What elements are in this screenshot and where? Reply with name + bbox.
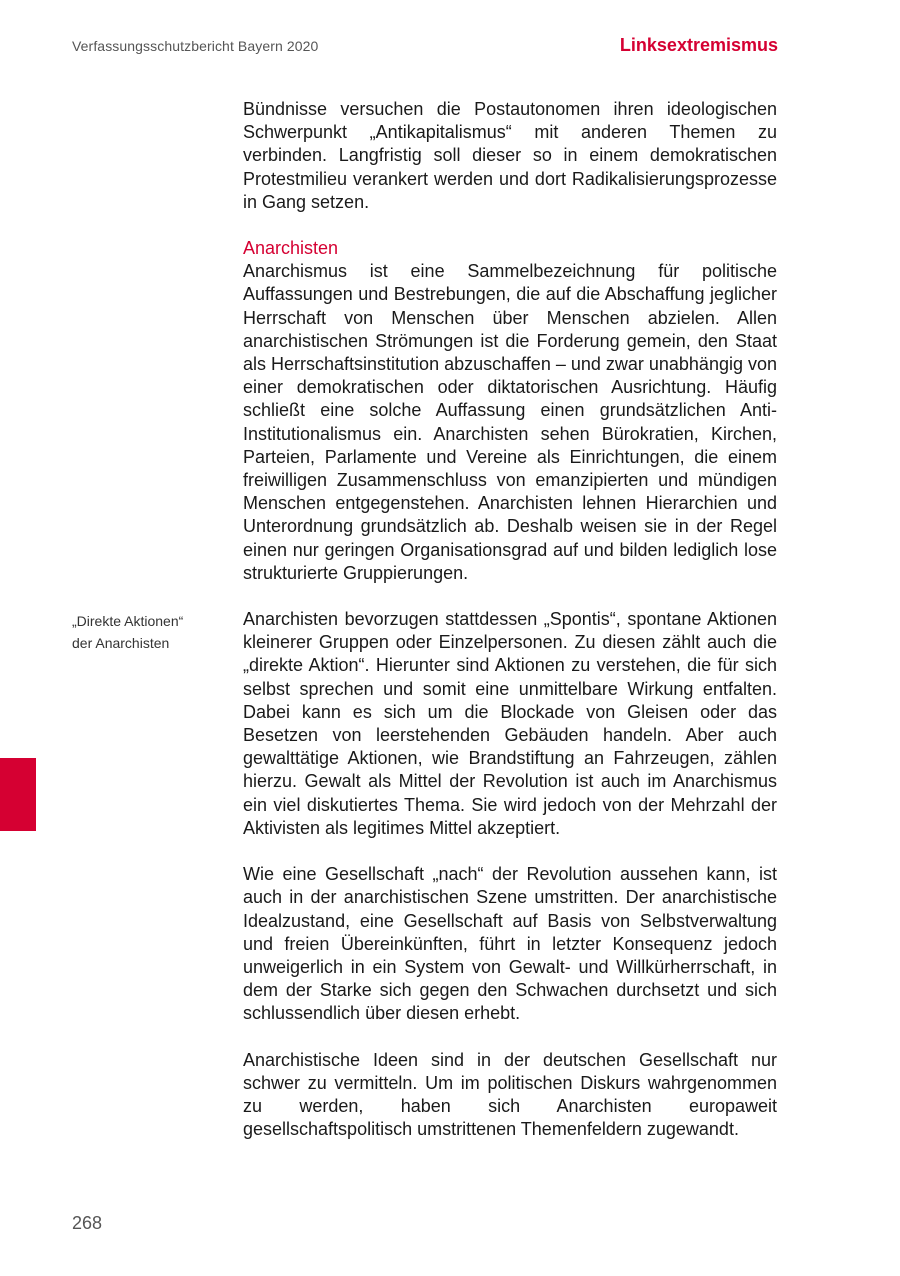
margin-note-line-1: „Direkte Aktionen“: [72, 613, 184, 629]
main-text: [243, 98, 777, 1141]
margin-note-line-2: der Anarchisten: [72, 635, 170, 651]
chapter-tab-marker: [0, 758, 36, 831]
paragraph-gesellschaft-nach-revolution: Wie eine Gesellschaft „nach“ der Revolution aussehen kann, ist auch in der anarchistischen Szene umstritten. Der anarchistische Idealzustand, eine Gesellschaft auf Basis von Selbstverwaltung und freien Übereinkünften, führt in letzter Konsequenz jedoch unweigerlich in ein System von Gewalt- und Willkürherrschaft, in dem der Starke sich gegen den Schwachen durchsetzt und sich schlussendlich über diesen erhebt.: [243, 864, 777, 1024]
paragraph-anarchistische-ideen: Anarchistische Ideen sind in der deutschen Gesellschaft nur schwer zu vermitteln. Um im politischen Diskurs wahrgenommen zu werden, haben sich Anarchisten europaweit gesellschaftspolitisch umstrittenen Themenfeldern zugewandt.: [243, 1049, 777, 1140]
page-number: 268: [72, 1213, 103, 1233]
paragraph-direkte-aktionen: Anarchisten bevorzugen stattdessen „Spontis“, spontane Aktionen kleinerer Gruppen oder Einzelpersonen. Zu diesen zählt auch die „direkte Aktion“. Hierunter sind Aktionen zu verstehen, die für sich selbst sprechen und somit eine unmittelbare Wirkung entfalten. Dabei kann es sich um die Blockade von Gleisen oder das Besetzen von leerstehenden Gebäuden handeln. Aber auch gewalttätige Aktionen, wie Brandstiftung an Fahrzeugen, zählen hierzu. Gewalt als Mittel der Revolution ist auch im Anarchismus ein viel diskutiertes Thema. Sie wird jedoch von der Mehrzahl der Aktivisten als legitimes Mittel akzeptiert.: [243, 609, 777, 838]
running-header-chapter: Linksextremismus: [619, 35, 778, 55]
paragraph-anarchismus-definition: Anarchismus ist eine Sammelbezeichnung für politische Auffassungen und Bestrebungen, die auf die Abschaffung jeglicher Herrschaft von Menschen über Menschen abzielen. Allen anarchistischen Strömungen ist die Forderung gemein, den Staat als Herrschaftsinstitution abzuschaffen – und zwar unabhängig von einer demokratischen oder diktatorischen Ausrichtung. Häufig schließt eine solche Auffassung einen grundsätzlichen Anti-Institutionalismus ein. Anarchisten sehen Bürokratien, Kirchen, Parteien, Parlamente und Vereine als Einrichtungen, die einem freiwilligen Zusammenschluss von emanzipierten und mündigen Menschen entgegenstehen. Anarchisten lehnen Hierarchien und Unterordnung grundsätzlich ab. Deshalb weisen sie in der Regel einen nur geringen Organisationsgrad auf und bilden lediglich lose strukturierte Gruppierungen.: [243, 261, 777, 583]
intro-paragraph: Bündnisse versuchen die Postautonomen ihren ideologischen Schwerpunkt „Antikapitalismus“ mit anderen Themen zu verbinden. Langfristig soll dieser so in einem demokratischen Protestmilieu verankert werden und dort Radikalisierungsprozesse in Gang setzen.: [243, 99, 777, 212]
margin-note: [72, 610, 222, 654]
running-header-publication: Verfassungsschutzbericht Bayern 2020: [72, 38, 319, 54]
section-heading-anarchisten: Anarchisten: [243, 238, 339, 259]
